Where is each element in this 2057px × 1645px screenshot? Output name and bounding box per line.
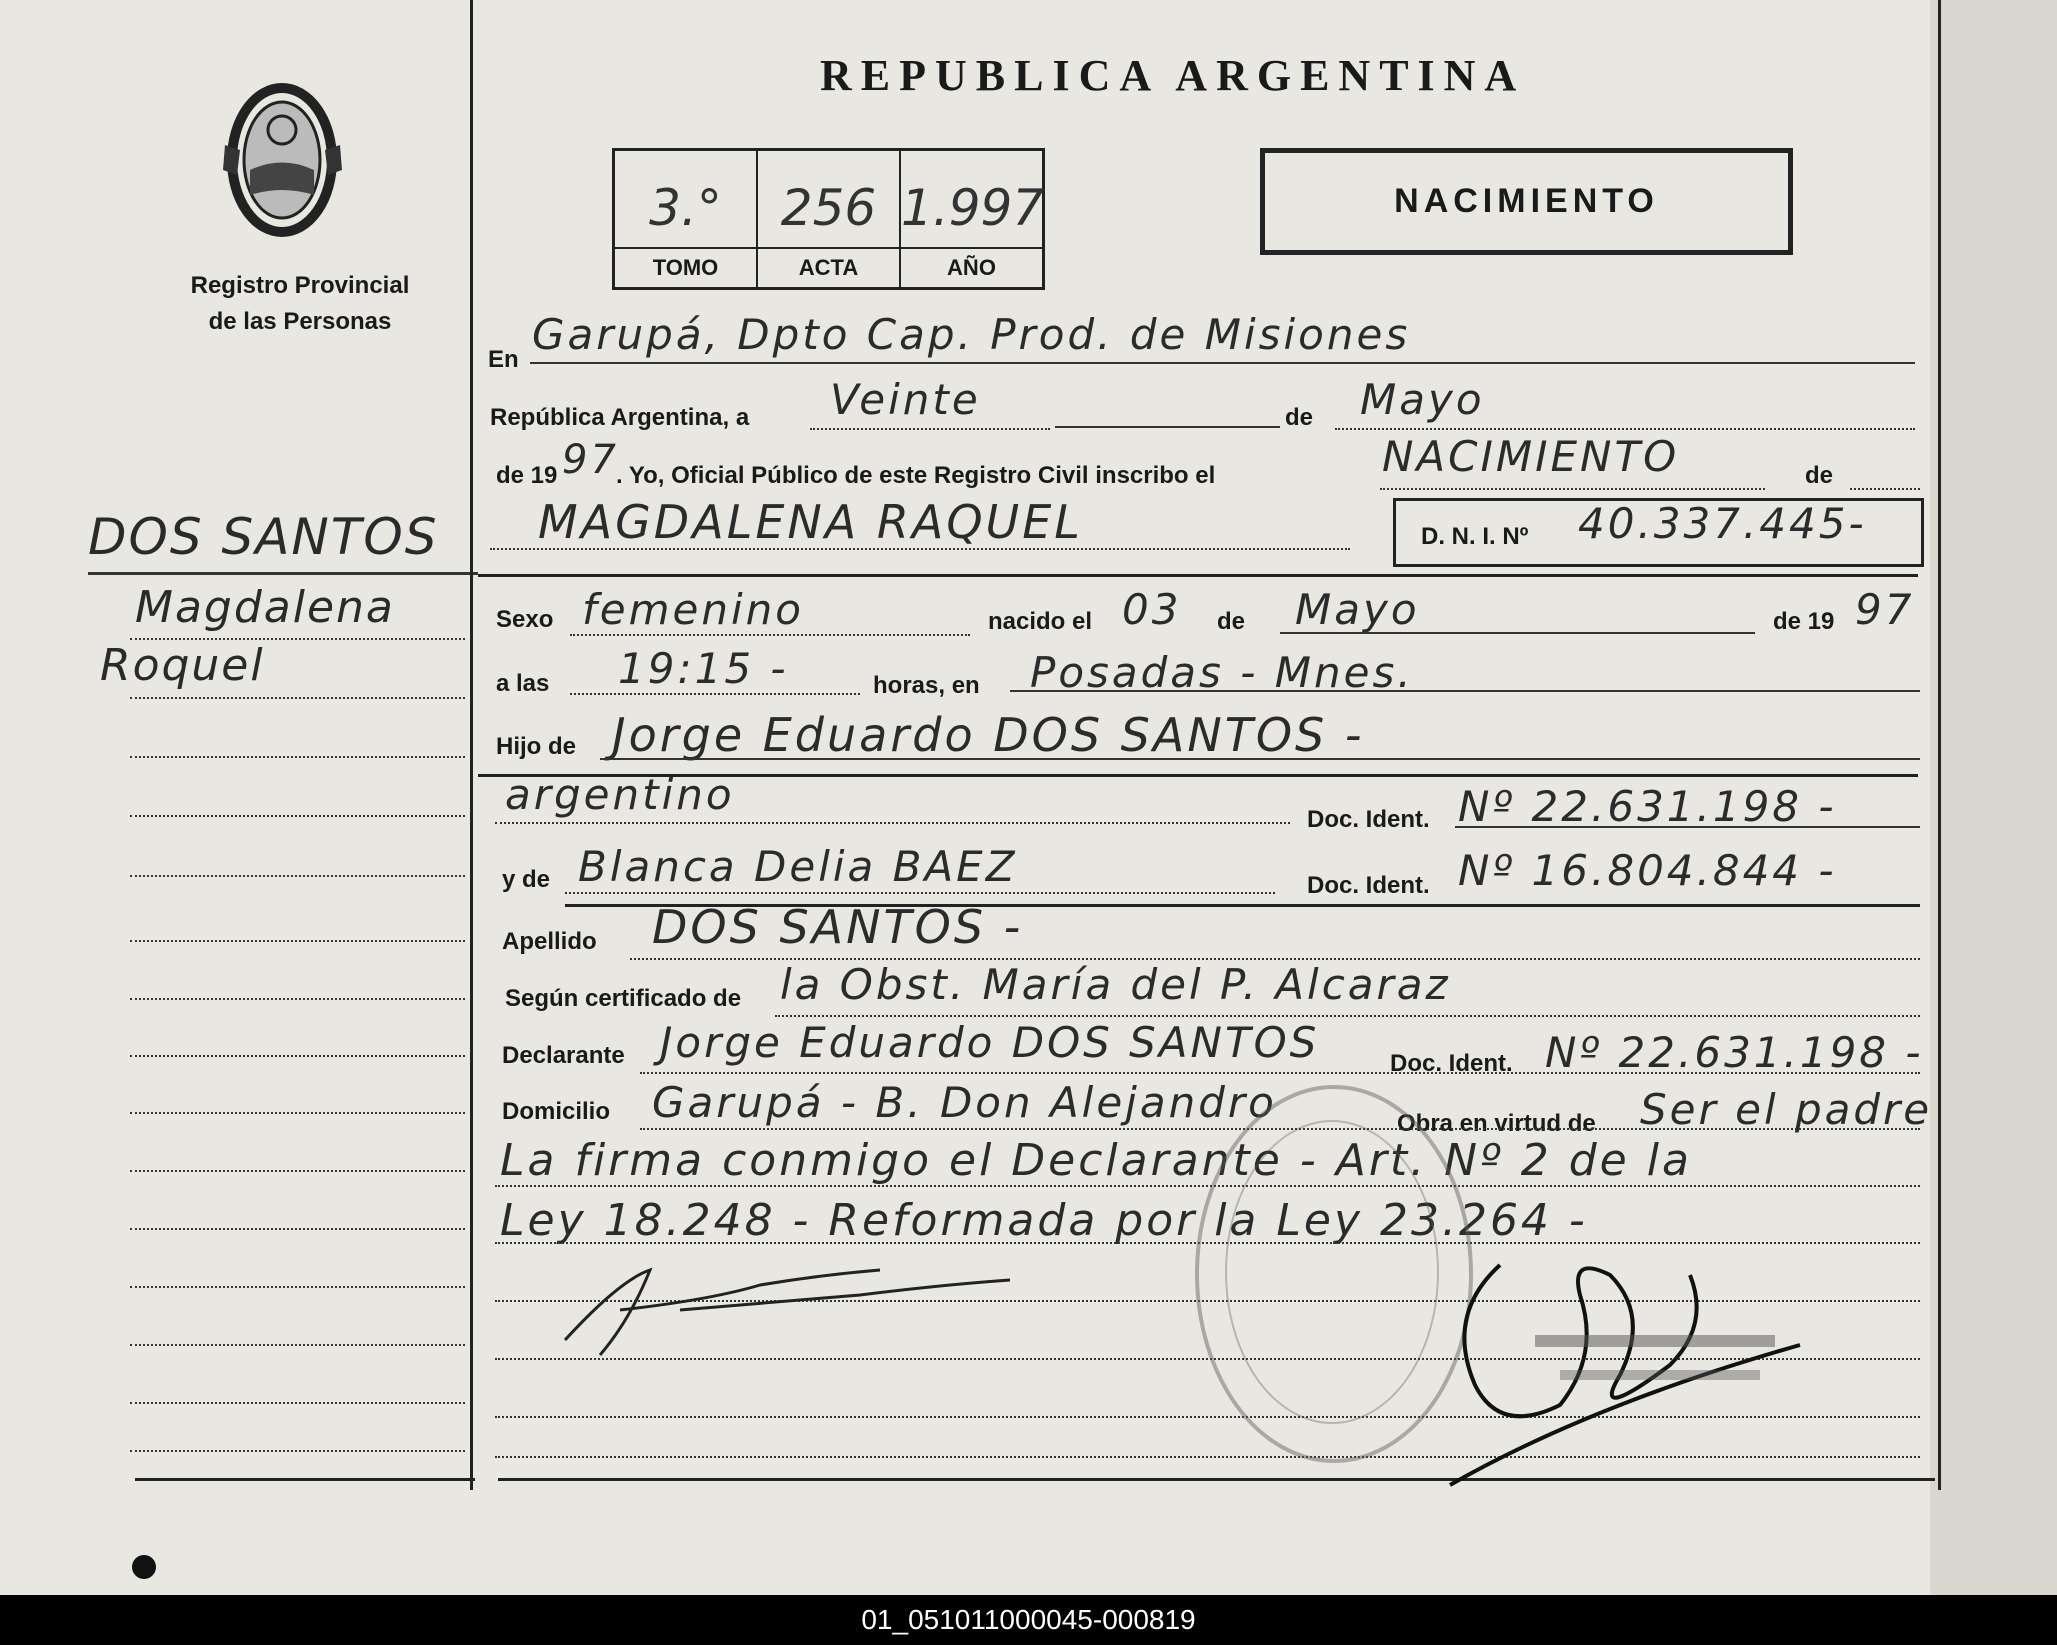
- side-dotline: [130, 1286, 465, 1288]
- side-dotline: [130, 815, 465, 817]
- republica-label: República Argentina, a: [490, 404, 750, 431]
- tomo-cell: [615, 151, 758, 287]
- dni-box: [1393, 498, 1924, 567]
- hora-value: 19:15 -: [618, 644, 789, 693]
- hijo-label: Hijo de: [496, 733, 577, 760]
- side-bottom-rule: [135, 1478, 475, 1481]
- doc-label-madre: Doc. Ident.: [1307, 872, 1430, 899]
- apellido-label: Apellido: [502, 928, 597, 955]
- nacido-mes: Mayo: [1295, 585, 1420, 634]
- nota-line: [495, 1185, 1920, 1187]
- nombre-line: [490, 548, 1350, 550]
- side-hw-surname: DOS SANTOS: [88, 508, 439, 566]
- padre-value: Jorge Eduardo DOS SANTOS -: [612, 708, 1365, 762]
- binding-hole: [132, 1555, 156, 1579]
- yo-text: . Yo, Oficial Público de este Registro Civil inscribo el: [616, 462, 1216, 489]
- alas-label: a las: [496, 670, 550, 697]
- segun-value: la Obst. María del P. Alcaraz: [780, 960, 1451, 1009]
- en-value: Garupá, Dpto Cap. Prod. de Misiones: [532, 310, 1411, 359]
- side-dotline: [130, 1055, 465, 1057]
- padre-nac: argentino: [505, 770, 735, 819]
- nacido-label: nacido el: [988, 608, 1093, 635]
- acto-line: [1380, 488, 1765, 490]
- side-dotline: [130, 1170, 465, 1172]
- registry-name: Registro Provincial de las Personas: [190, 272, 410, 335]
- page-title: REPUBLICA ARGENTINA: [820, 51, 1526, 100]
- nota-line2: Ley 18.248 - Reformada por la Ley 23.264 -: [500, 1195, 1588, 1246]
- padre-doc: Nº 22.631.198 -: [1458, 782, 1837, 831]
- horas-label: horas, en: [873, 672, 980, 699]
- dia-line: [810, 428, 1050, 430]
- side-dotline: [130, 697, 465, 699]
- domicilio-value: Garupá - B. Don Alejandro: [652, 1078, 1277, 1127]
- ano-cell: [901, 151, 1045, 287]
- dni-value: 40.337.445-: [1578, 499, 1867, 548]
- acto-value: NACIMIENTO: [1382, 432, 1680, 481]
- record-type-box: NACIMIENTO: [1260, 148, 1793, 255]
- acta-label: ACTA: [758, 247, 899, 287]
- side-dotline: [130, 1228, 465, 1230]
- lugar-line: [1010, 690, 1920, 692]
- nombre-value: MAGDALENA RAQUEL: [538, 495, 1083, 549]
- de-label3: de: [1217, 608, 1246, 635]
- page-edge: [1930, 0, 2057, 1595]
- padre-doc-line: [1455, 826, 1920, 828]
- side-dotline: [130, 1402, 465, 1404]
- segun-label: Según certificado de: [505, 985, 742, 1012]
- declarante-signature: [560, 1240, 1020, 1360]
- tomo-value: 3.°: [649, 179, 722, 237]
- side-dotline: [130, 756, 465, 758]
- side-dotline: [130, 638, 465, 640]
- acta-cell: [758, 151, 901, 287]
- segun-line: [775, 1015, 1920, 1017]
- side-dotline: [130, 875, 465, 877]
- sidebar: [0, 0, 470, 1490]
- dia-line2: [1055, 426, 1280, 428]
- side-dotline: [130, 998, 465, 1000]
- ano-label: AÑO: [901, 247, 1042, 287]
- dia-value: Veinte: [830, 375, 981, 424]
- madre-line: [565, 892, 1275, 894]
- de-label: de: [1285, 404, 1314, 431]
- madre-doc: Nº 16.804.844 -: [1458, 846, 1837, 895]
- en-label: En: [488, 346, 519, 373]
- yde-label: y de: [502, 866, 551, 893]
- side-hw-given1: Magdalena: [135, 582, 395, 633]
- side-dotline: [130, 940, 465, 942]
- declarante-doc: Nº 22.631.198 -: [1545, 1028, 1924, 1077]
- sexo-label: Sexo: [496, 606, 554, 633]
- doc-label: Doc. Ident.: [1307, 806, 1430, 833]
- nacido-ano: 97: [1855, 585, 1915, 634]
- en-line: [530, 362, 1915, 364]
- domicilio-label: Domicilio: [502, 1098, 611, 1125]
- official-stamp-inner: [1225, 1120, 1439, 1424]
- de19-label: de 19: [496, 462, 558, 489]
- de-label2: de: [1805, 462, 1834, 489]
- declarante-value: Jorge Eduardo DOS SANTOS: [660, 1018, 1320, 1067]
- side-dotline: [130, 1344, 465, 1346]
- official-signature: [1440, 1235, 1820, 1495]
- hora-line: [570, 693, 860, 695]
- ano-value: 1.997: [901, 179, 1045, 237]
- doc-label-declarante: Doc. Ident.: [1390, 1050, 1513, 1077]
- province-seal-logo: [215, 75, 350, 245]
- year-value: 97: [562, 437, 619, 483]
- sexo-value: femenino: [582, 585, 804, 634]
- side-rule: [88, 572, 478, 575]
- mes-value: Mayo: [1360, 375, 1485, 424]
- tomo-label: TOMO: [615, 247, 756, 287]
- de-line2: [1850, 488, 1920, 490]
- image-id-footer: 01_051011000045-000819: [0, 1595, 2057, 1645]
- sexo-line: [570, 634, 970, 636]
- obra-value: Ser el padre: [1640, 1085, 1933, 1134]
- apellido-value: DOS SANTOS -: [652, 900, 1024, 954]
- acta-value: 256: [780, 179, 877, 237]
- record-number-box: [612, 148, 1045, 290]
- side-dotline: [130, 1112, 465, 1114]
- section-rule: [478, 574, 1918, 577]
- declarante-line: [640, 1072, 1920, 1074]
- nota-line1: La firma conmigo el Declarante - Art. Nº 2 de la: [500, 1135, 1692, 1186]
- dni-label: D. N. I. Nº: [1421, 523, 1529, 550]
- declarante-label: Declarante: [502, 1042, 625, 1069]
- nacido-line: [1280, 632, 1755, 634]
- lugar-value: Posadas - Mnes.: [1030, 648, 1414, 697]
- madre-value: Blanca Delia BAEZ: [578, 842, 1018, 891]
- padre-line: [600, 758, 1920, 760]
- side-hw-given2: Roquel: [100, 640, 265, 691]
- mes-line: [1335, 428, 1915, 430]
- de19-label2: de 19: [1773, 608, 1835, 635]
- nacido-dia: 03: [1122, 585, 1182, 634]
- obra-label: Obra en virtud de: [1397, 1110, 1596, 1137]
- side-dotline: [130, 1450, 465, 1452]
- padre-nac-line: [495, 822, 1290, 824]
